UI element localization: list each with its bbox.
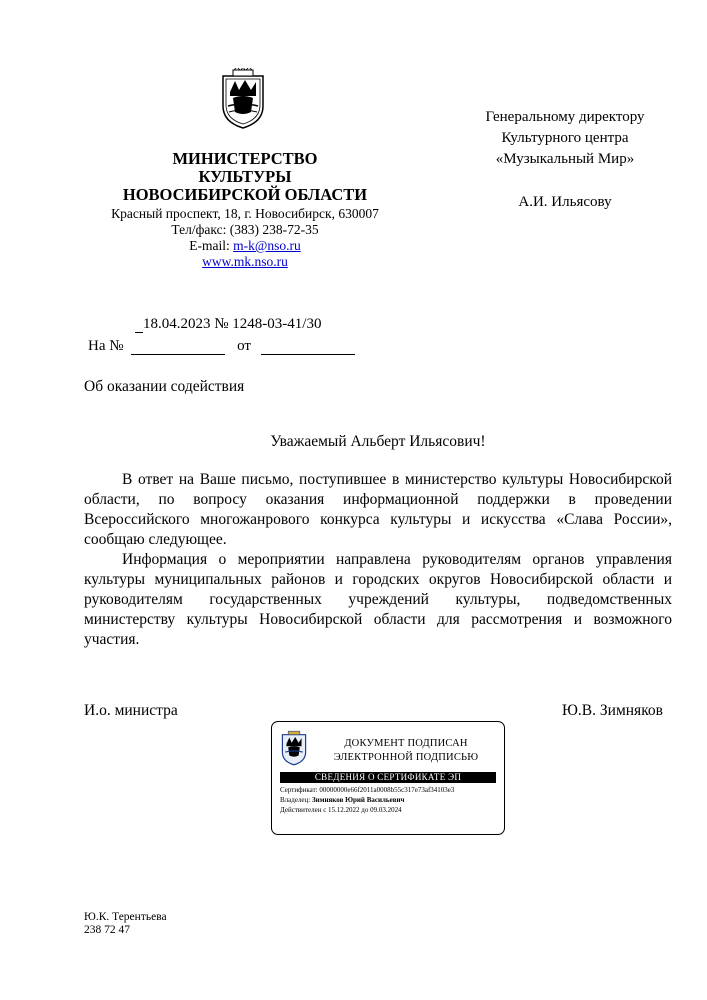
ministry-line-1: МИНИСТЕРСТВО [172, 149, 318, 168]
stamp-title-line-2: ЭЛЕКТРОННОЙ ПОДПИСЬЮ [333, 752, 479, 763]
coat-of-arms-icon [280, 730, 308, 766]
signer-position: И.о. министра [84, 702, 178, 719]
letter-body [84, 470, 672, 650]
recipient-line-1: Генеральному директору [485, 109, 645, 125]
signer-name: Ю.В. Зимняков [562, 702, 663, 719]
executor-phone: 238 72 47 [84, 924, 130, 936]
reply-reference [88, 338, 355, 355]
date-number: 18.04.2023 № 1248-03-41/30 [143, 316, 322, 332]
stamp-title-line-1: ДОКУМЕНТ ПОДПИСАН [344, 738, 468, 749]
certificate-header: СВЕДЕНИЯ О СЕРТИФИКАТЕ ЭП [280, 772, 496, 783]
certificate-validity: Действителен с 15.12.2022 до 09.03.2024 [280, 806, 402, 814]
email-label: E-mail: [189, 238, 234, 253]
ministry-line-3: НОВОСИБИРСКОЙ ОБЛАСТИ [122, 185, 368, 204]
paragraph-2: Информация о мероприятии направлена руководителям органов управления культуры муниципальных районов и городских округов Новосибирской области и руководителям государственных учреждений культуры, подведомственных министерству культуры Новосибирской области для рассмотрения и возможного участия. [84, 551, 672, 648]
website-link[interactable]: www.mk.nso.ru [202, 254, 288, 269]
ministry-phone: Тел/факс: (383) 238-72-35 [171, 222, 319, 237]
ministry-line-2: КУЛЬТУРЫ [198, 167, 292, 186]
salutation: Уважаемый Альберт Ильясович! [270, 433, 486, 450]
recipient-name: А.И. Ильясову [518, 194, 612, 210]
e-signature-stamp [271, 721, 505, 835]
recipient-line-2: Культурного центра [501, 130, 629, 146]
email-link[interactable]: m-k@nso.ru [233, 238, 301, 253]
recipient-block [460, 107, 670, 213]
executor-info [84, 911, 167, 937]
outgoing-number [135, 316, 321, 333]
recipient-line-3: «Музыкальный Мир» [495, 151, 635, 167]
stamp-title [316, 737, 496, 765]
coat-of-arms-icon [219, 68, 267, 130]
from-label: от [237, 338, 251, 354]
certificate-owner: Владелец: Зимняков Юрий Васильевич [280, 796, 405, 804]
ministry-contacts [85, 206, 405, 270]
paragraph-1: В ответ на Ваше письмо, поступившее в министерство культуры Новосибирской области, по вопросу оказания информационной поддержки в проведении Всероссийского многожанрового конкурса культуры и искусства «Слава России», сообщаю следующее. [84, 471, 672, 548]
ministry-email-row [85, 238, 405, 254]
reply-label: На № [88, 338, 124, 354]
letter-subject: Об оказании содействия [84, 378, 245, 395]
ministry-address: Красный проспект, 18, г. Новосибирск, 630007 [111, 206, 379, 221]
certificate-id: Сертификат: 00000000e66f2011a0008b55c317e73af34103e3 [280, 786, 455, 794]
ministry-name [95, 150, 395, 204]
executor-name: Ю.К. Терентьева [84, 911, 167, 923]
